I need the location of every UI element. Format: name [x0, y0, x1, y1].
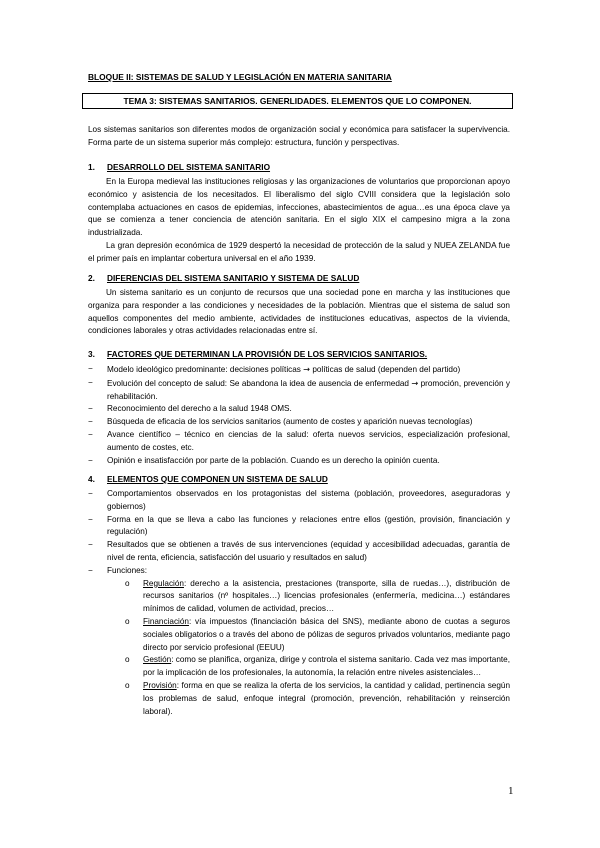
section-2-paragraph-1: Un sistema sanitario es un conjunto de recursos que una sociedad pone en marcha y las instituciones que organiza para responder a las condiciones y necesidades de la población. Mientras que el sistema de salud son aquellos componentes del medio ambiente, actividades de instituciones educativas, aspectos de la vivienda, condiciones laborales y otras actividades relacionadas entre sí. — [88, 288, 510, 336]
section-3-number: 3. — [88, 349, 95, 359]
section-2-body — [88, 287, 510, 338]
list-item: − Resultados que se obtienen a través de sus intervenciones (equidad y accesibilidad adecuadas, garantía de nivel de renta, eficiencia, satisfacción del usuario y resultados en salud) — [88, 539, 510, 565]
section-1-heading — [88, 162, 270, 172]
funcion-name: Provisión — [143, 680, 177, 690]
list-item: − Reconocimiento del derecho a la salud 1948 OMS. — [88, 403, 510, 416]
list-item-funciones — [88, 565, 510, 578]
section-1-paragraph-1: En la Europa medieval las instituciones religiosas y las organizaciones de voluntarios que proporcionan apoyo económico y asistencia de los necesitados. El liberalismo del siglo CVIII considera que la legislación solo contemplaba actuaciones en casos de epidemias, infecciones, abastecimientos de agua…es una época clave ya que se comienza a tener conciencia de atención sanitaria. En el siglo XIX el campesino migra a la zona industrializada. — [88, 177, 510, 238]
list-item: − Modelo ideológico predominante: decisiones políticas → políticas de salud (dependen del partido) — [88, 363, 510, 377]
funcion-item: o Provisión: forma en que se realiza la oferta de los servicios, la cantidad y calidad, pertinencia según los problemas de salud, enfoque integral (promoción, prevención, rehabilitación y reinserción laboral). — [125, 680, 510, 718]
bloque-heading: BLOQUE II: SISTEMAS DE SALUD Y LEGISLACIÓN EN MATERIA SANITARIA — [88, 72, 392, 82]
list-item: − Comportamientos observados en los protagonistas del sistema (población, proveedores, aseguradoras y gobiernos) — [88, 488, 510, 514]
section-1-number: 1. — [88, 162, 95, 172]
section-4-list — [88, 488, 510, 578]
section-3-title: FACTORES QUE DETERMINAN LA PROVISIÓN DE LOS SERVICIOS SANITARIOS. — [107, 349, 428, 359]
section-2-title: DIFERENCIAS DEL SISTEMA SANITARIO Y SISTEMA DE SALUD — [107, 273, 360, 283]
funcion-item: o Financiación: vía impuestos (financiación básica del SNS), mediante abono de cuotas a seguros sociales obligatorios o a través del abono de pólizas de seguros privados voluntarios, mediante pago directo por servicio profesional (EEUU) — [125, 616, 510, 654]
section-1-paragraph-2: La gran depresión económica de 1929 despertó la necesidad de protección de la salud y NUEA ZELANDA fue el primer país en implantar cobertura universal en el año 1939. — [88, 240, 510, 263]
tema-title-box: TEMA 3: SISTEMAS SANITARIOS. GENERLIDADES. ELEMENTOS QUE LO COMPONEN. — [82, 93, 513, 109]
section-4-heading — [88, 474, 328, 484]
section-2-heading — [88, 273, 359, 283]
list-item: − Búsqueda de eficacia de los servicios sanitarios (aumento de costes y aparición nuevas tecnologías) — [88, 416, 510, 429]
section-4-list-container — [88, 488, 510, 718]
section-1-title: DESARROLLO DEL SISTEMA SANITARIO — [107, 162, 271, 172]
funciones-label: Funciones: — [107, 565, 148, 575]
funcion-name: Financiación — [143, 616, 189, 626]
funcion-name: Regulación — [143, 578, 184, 588]
list-item: − Avance científico – técnico en ciencias de la salud: oferta nuevos servicios, especialización profesional, aumento de costes, etc. — [88, 429, 510, 455]
list-item: − Evolución del concepto de salud: Se abandona la idea de ausencia de enfermedad → promoción, prevención y rehabilitación. — [88, 377, 510, 404]
section-1-body — [88, 176, 510, 266]
list-item: − Opinión e insatisfacción por parte de la población. Cuando es un derecho la opinión cuenta. — [88, 455, 510, 468]
section-3-list-container — [88, 363, 510, 467]
list-item: − Forma en la que se lleva a cabo las funciones y relaciones entre ellos (gestión, provisión, financiación y regulación) — [88, 514, 510, 540]
section-3-list — [88, 363, 510, 467]
funcion-item: o Gestión: como se planifica, organiza, dirige y controla el sistema sanitario. Cada vez mas importante, por la implicación de los profesionales, la autonomía, la relación entre niveles asistenciales… — [125, 654, 510, 680]
right-arrow-icon: → — [303, 364, 311, 374]
funcion-item: o Regulación: derecho a la asistencia, prestaciones (transporte, silla de ruedas…), distribución de recursos sanitarios (nº hospitales…) licencias profesionales (enfermería, medicina…) estándares mínimos de calidad, volumen de actividad, precios… — [125, 578, 510, 616]
intro-paragraph: Los sistemas sanitarios son diferentes modos de organización social y económica para satisfacer la supervivencia. Forma parte de un sistema superior más complejo: estructura, función y perspectivas. — [88, 125, 510, 147]
funciones-list — [88, 578, 510, 719]
section-4-number: 4. — [88, 474, 95, 484]
right-arrow-icon: → — [411, 377, 419, 388]
section-3-heading — [88, 349, 427, 359]
section-2-number: 2. — [88, 273, 95, 283]
funcion-name: Gestión — [143, 655, 172, 665]
page-number: 1 — [508, 785, 514, 797]
section-4-title: ELEMENTOS QUE COMPONEN UN SISTEMA DE SALUD — [107, 474, 328, 484]
